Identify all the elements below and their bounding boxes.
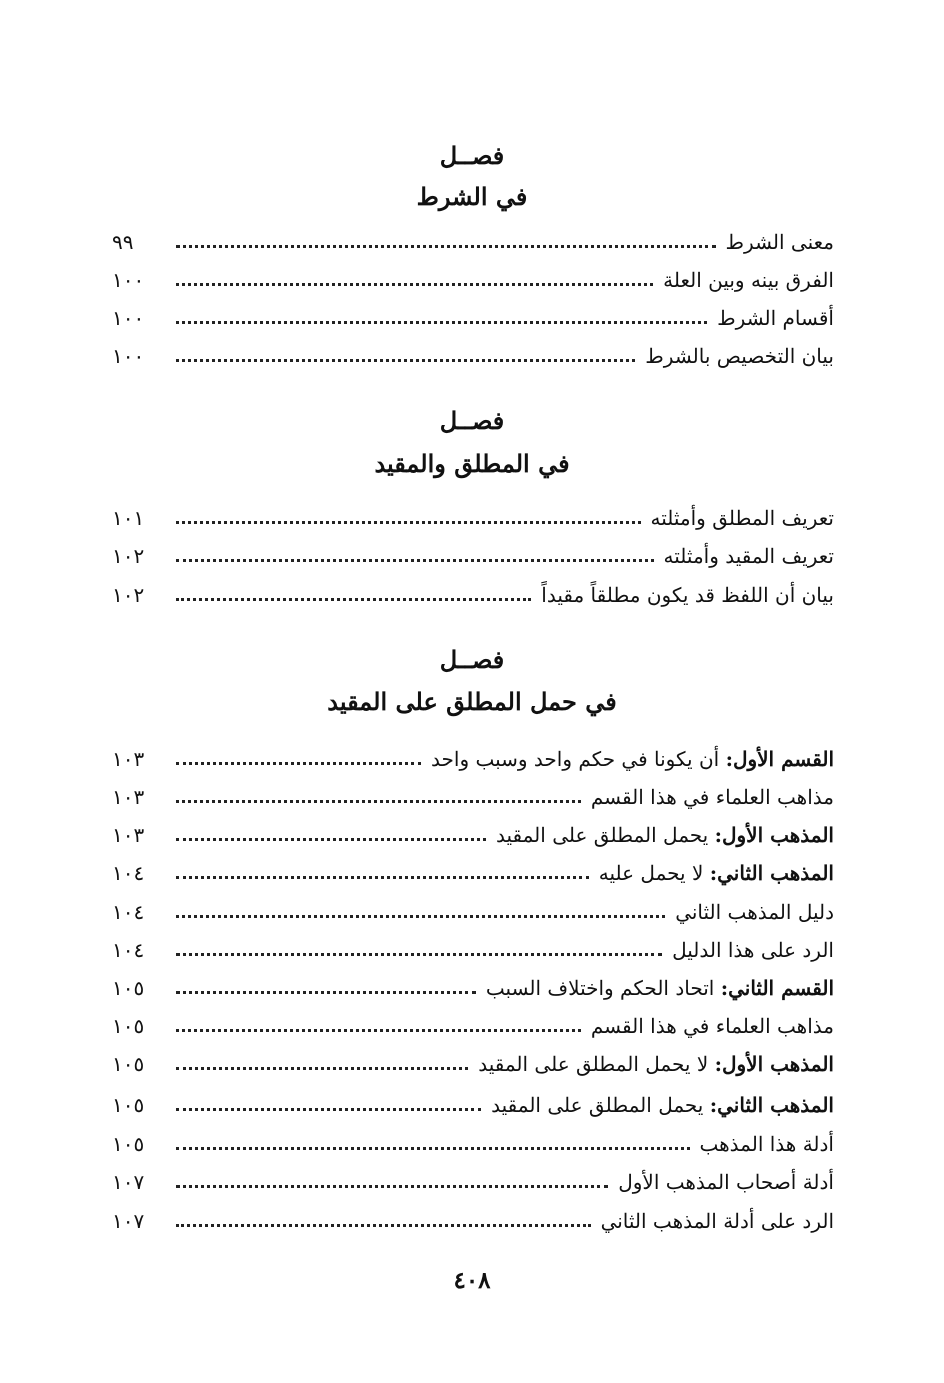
dot-leader [176, 1108, 481, 1111]
toc-entry [112, 223, 834, 257]
page-number: ١٠٥ [112, 1132, 145, 1156]
entry-text: المذهب الثاني: لا يحمل عليه [598, 861, 834, 885]
entry-text: المذهب الثاني: يحمل المطلق على المقيد [491, 1093, 834, 1117]
page-number: ١٠٣ [112, 823, 145, 847]
dot-leader [176, 838, 486, 841]
page-number: ١٠٤ [112, 900, 145, 924]
toc-entry [112, 854, 834, 888]
toc-entry [112, 337, 834, 371]
entry-text: القسم الثاني: اتحاد الحكم واختلاف السبب [485, 976, 834, 1000]
folio-page-number: ٤٠٨ [453, 1267, 491, 1294]
page-number: ١٠٢ [112, 583, 145, 607]
page-number: ١٠٥ [112, 1093, 145, 1117]
section-title: في حمل المطلق على المقيد [327, 687, 617, 716]
page-number: ١٠١ [112, 506, 145, 530]
toc-entry [112, 1163, 834, 1197]
dot-leader [176, 991, 476, 994]
dot-leader [176, 559, 654, 562]
dot-leader [176, 876, 589, 879]
dot-leader [176, 762, 421, 765]
entry-text: الفرق بينه وبين العلة [663, 268, 834, 292]
entry-text: القسم الأول: أن يكونا في حكم واحد وسبب واحد [431, 747, 834, 771]
dot-leader [176, 598, 531, 601]
section-label: فصــل [439, 645, 505, 674]
entry-text: تعريف المطلق وأمثلته [650, 506, 834, 530]
page-number: ١٠٧ [112, 1209, 145, 1233]
page-number: ١٠٥ [112, 1014, 145, 1038]
page-number: ١٠٤ [112, 938, 145, 962]
page-number: ١٠٢ [112, 544, 145, 568]
toc-entry [112, 1045, 834, 1079]
dot-leader [176, 1224, 591, 1227]
dot-leader [176, 321, 707, 324]
page-number: ١٠٧ [112, 1170, 145, 1194]
toc-entry [112, 969, 834, 1003]
toc-entry [112, 816, 834, 850]
dot-leader [176, 953, 662, 956]
entry-text: معنى الشرط [725, 230, 834, 254]
page-number: ١٠٣ [112, 747, 145, 771]
toc-entry [112, 893, 834, 927]
entry-text: تعريف المقيد وأمثلته [663, 544, 834, 568]
dot-leader [176, 1029, 581, 1032]
toc-entry [112, 1086, 834, 1120]
entry-text: بيان التخصيص بالشرط [645, 344, 834, 368]
entry-text: المذهب الأول: يحمل المطلق على المقيد [495, 823, 834, 847]
toc-entry [112, 499, 834, 533]
section-label: فصــل [439, 141, 505, 170]
toc-entry [112, 576, 834, 610]
page-number: ١٠٠ [112, 306, 145, 330]
page-number: ١٠٠ [112, 268, 145, 292]
entry-text: أدلة أصحاب المذهب الأول [618, 1170, 834, 1194]
page-number: ١٠٥ [112, 1052, 145, 1076]
section-label: فصــل [439, 406, 505, 435]
toc-entry [112, 1125, 834, 1159]
entry-text: بيان أن اللفظ قد يكون مطلقاً مقيداً [541, 583, 834, 607]
dot-leader [176, 1067, 468, 1070]
page-number: ١٠٠ [112, 344, 145, 368]
dot-leader [176, 283, 653, 286]
toc-entry [112, 261, 834, 295]
toc-entry [112, 537, 834, 571]
dot-leader [176, 245, 716, 248]
section-title: في الشرط [416, 182, 528, 211]
dot-leader [176, 915, 665, 918]
page-number: ١٠٣ [112, 785, 145, 809]
page-number: ١٠٤ [112, 861, 145, 885]
toc-entry [112, 740, 834, 774]
entry-text: دليل المذهب الثاني [675, 900, 834, 924]
entry-text: الرد على أدلة المذهب الثاني [600, 1209, 834, 1233]
dot-leader [176, 800, 581, 803]
toc-entry [112, 299, 834, 333]
dot-leader [176, 1185, 608, 1188]
page-number: ٩٩ [112, 230, 134, 254]
section-title: في المطلق والمقيد [374, 449, 570, 478]
entry-text: أدلة هذا المذهب [699, 1132, 834, 1156]
entry-text: مذاهب العلماء في هذا القسم [590, 1014, 834, 1038]
page-number: ١٠٥ [112, 976, 145, 1000]
dot-leader [176, 1147, 690, 1150]
entry-text: الرد على هذا الدليل [672, 938, 834, 962]
toc-entry [112, 931, 834, 965]
dot-leader [176, 359, 635, 362]
dot-leader [176, 521, 641, 524]
entry-text: أقسام الشرط [717, 306, 834, 330]
toc-entry [112, 1202, 834, 1236]
toc-entry [112, 1007, 834, 1041]
entry-text: المذهب الأول: لا يحمل المطلق على المقيد [478, 1052, 834, 1076]
entry-text: مذاهب العلماء في هذا القسم [590, 785, 834, 809]
toc-entry [112, 778, 834, 812]
